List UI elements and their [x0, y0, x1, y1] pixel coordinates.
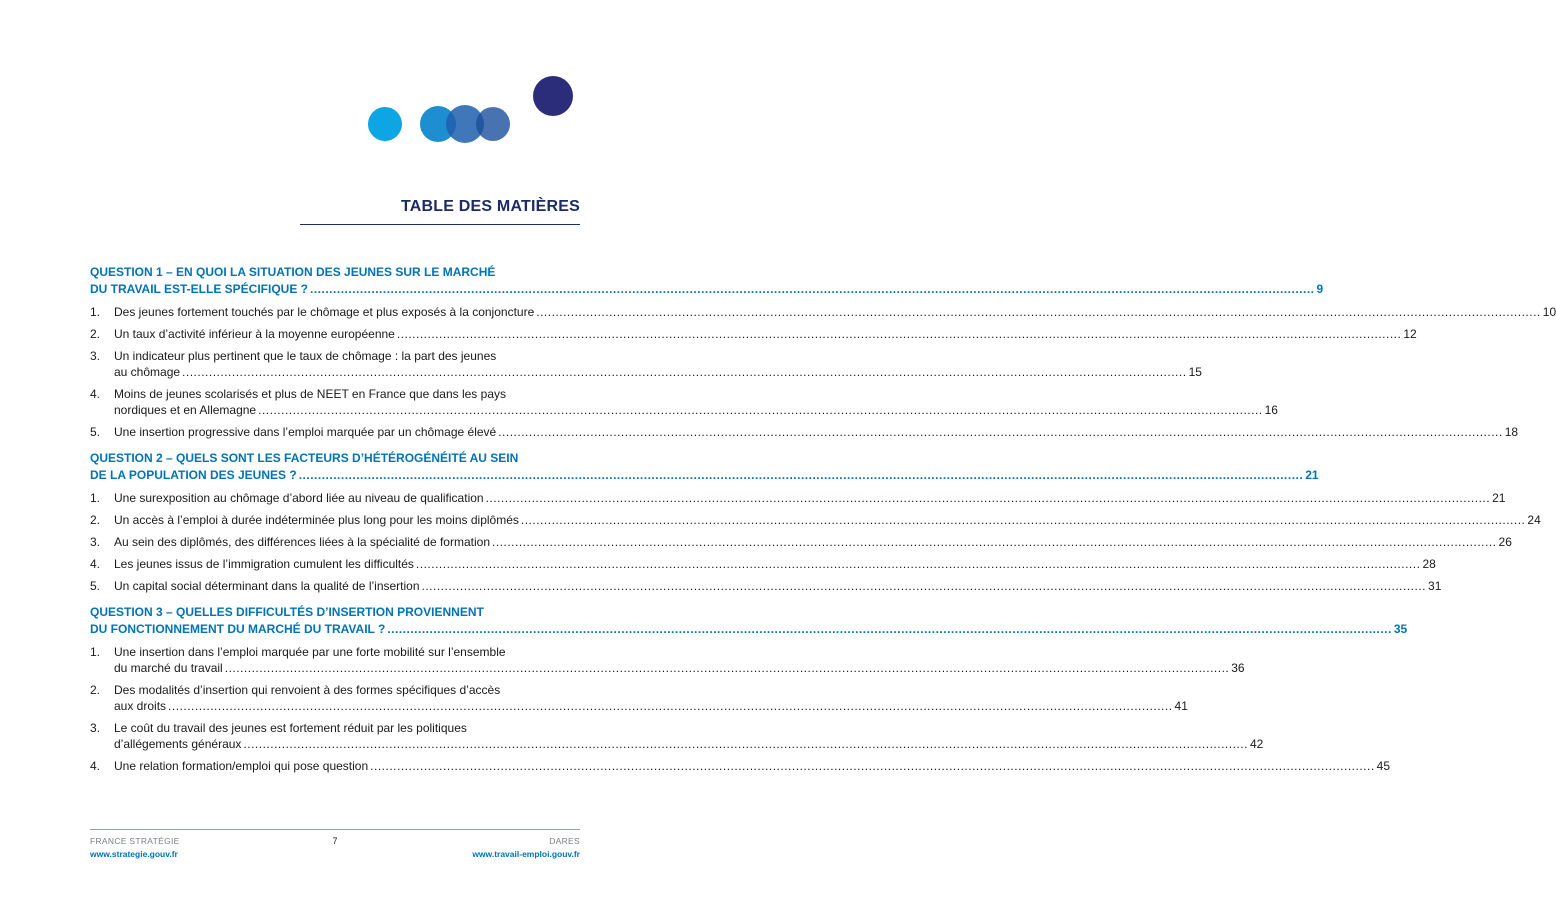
question-title-line: QUESTION 1 – EN QUOI LA SITUATION DES JEUNES SUR LE MARCHÉ: [90, 265, 496, 279]
question-title-line: QUESTION 2 – QUELS SONT LES FACTEURS D’HÉTÉROGÉNÉITÉ AU SEIN: [90, 451, 519, 465]
toc-entry[interactable]: [90, 578, 1442, 594]
entry-number: 1.: [90, 645, 101, 659]
logo-circle-4: [476, 107, 510, 141]
toc-entry[interactable]: [90, 644, 1245, 676]
dot-leader: [243, 736, 1248, 752]
dot-leader: [387, 621, 1392, 638]
footer-org-right: DARES: [549, 836, 580, 846]
entry-text-line: nordiques et en Allemagne: [114, 403, 257, 417]
page-ref: 15: [1188, 365, 1202, 379]
entry-number: 4.: [90, 759, 101, 773]
page-ref: 36: [1231, 661, 1245, 675]
entry-number: 3.: [90, 721, 101, 735]
entry-number: 3.: [90, 535, 101, 549]
page-number: 7: [332, 836, 338, 846]
logo-circle-5: [533, 76, 573, 116]
entry-text-line: Les jeunes issus de l’immigration cumulent les difficultés: [114, 557, 414, 571]
dot-leader: [498, 424, 1503, 440]
page-ref: 21: [1492, 491, 1506, 505]
page-ref: 21: [1305, 468, 1319, 482]
toc-question-heading[interactable]: [90, 450, 1319, 484]
page-ref: 18: [1504, 425, 1519, 439]
entry-text-line: d’allégements généraux: [114, 737, 242, 751]
entry-text-line: Une insertion dans l’emploi marquée par une forte mobilité sur l’ensemble: [114, 645, 506, 659]
page-ref: 9: [1316, 282, 1324, 296]
toc-question-heading[interactable]: [90, 604, 1408, 638]
title-divider: [300, 224, 580, 225]
table-of-contents: [90, 264, 1556, 774]
toc-entry[interactable]: [90, 424, 1519, 440]
entry-text-line: Une surexposition au chômage d’abord liée au niveau de qualification: [114, 491, 484, 505]
toc-entry[interactable]: [90, 386, 1278, 418]
page-ref: 41: [1174, 699, 1188, 713]
toc-entry[interactable]: [90, 556, 1436, 572]
dot-leader: [422, 578, 1427, 594]
entry-text-line: Un taux d’activité inférieur à la moyenne européenne: [114, 327, 395, 341]
entry-number: 1.: [90, 491, 101, 505]
entry-text-line: au chômage: [114, 365, 181, 379]
entry-number: 4.: [90, 387, 101, 401]
question-title-line: DE LA POPULATION DES JEUNES ?: [90, 468, 297, 482]
entry-text-line: Des modalités d’insertion qui renvoient à des formes spécifiques d’accès: [114, 683, 501, 697]
dot-leader: [370, 758, 1375, 774]
dot-leader: [486, 490, 1491, 506]
footer-link-strategie[interactable]: www.strategie.gouv.fr: [90, 849, 178, 859]
dot-leader: [299, 467, 1304, 484]
page-ref: 16: [1264, 403, 1278, 417]
page-ref: 28: [1422, 557, 1436, 571]
entry-number: 4.: [90, 557, 101, 571]
entry-text-line: Au sein des diplômés, des différences liées à la spécialité de formation: [114, 535, 490, 549]
toc-entry[interactable]: [90, 512, 1541, 528]
question-title-line: QUESTION 3 – QUELLES DIFFICULTÉS D’INSERTION PROVIENNENT: [90, 605, 484, 619]
entry-number: 5.: [90, 425, 101, 439]
toc-entry[interactable]: [90, 304, 1556, 320]
page-ref: 24: [1527, 513, 1541, 527]
entry-text-line: Le coût du travail des jeunes est fortement réduit par les politiques: [114, 721, 467, 735]
entry-text-line: Un accès à l’emploi à durée indéterminée plus long pour les moins diplômés: [114, 513, 519, 527]
entry-number: 5.: [90, 579, 101, 593]
dot-leader: [310, 281, 1315, 298]
entry-text-line: Un capital social déterminant dans la qualité de l’insertion: [114, 579, 420, 593]
page-ref: 42: [1249, 737, 1264, 751]
dot-leader: [225, 660, 1230, 676]
toc-entry[interactable]: [90, 326, 1417, 342]
page-ref: 31: [1428, 579, 1442, 593]
entry-number: 1.: [90, 305, 101, 319]
entry-text-line: aux droits: [114, 699, 167, 713]
page-title: TABLE DES MATIÈRES: [400, 198, 580, 215]
dot-leader: [397, 326, 1402, 342]
toc-entry[interactable]: [90, 758, 1391, 774]
dot-leader: [536, 304, 1541, 320]
footer-link-travail-emploi[interactable]: www.travail-emploi.gouv.fr: [472, 849, 580, 859]
toc-question-heading[interactable]: [90, 264, 1324, 298]
dot-leader: [168, 698, 1173, 714]
entry-text-line: Une insertion progressive dans l’emploi marquée par un chômage élevé: [114, 425, 497, 439]
toc-entry[interactable]: [90, 348, 1202, 380]
footer-org-left: FRANCE STRATÉGIE: [90, 836, 180, 846]
toc-entry[interactable]: [90, 490, 1506, 506]
entry-number: 2.: [90, 513, 101, 527]
page-ref: 35: [1393, 622, 1408, 636]
page-ref: 26: [1498, 535, 1512, 549]
logo-circle-1: [368, 107, 402, 141]
entry-number: 2.: [90, 327, 101, 341]
entry-number: 3.: [90, 349, 101, 363]
page-footer: [90, 836, 580, 859]
entry-number: 2.: [90, 683, 101, 697]
entry-text-line: Des jeunes fortement touchés par le chômage et plus exposés à la conjoncture: [114, 305, 535, 319]
dot-leader: [521, 512, 1526, 528]
page-ref: 45: [1376, 759, 1391, 773]
page-ref: 10: [1542, 305, 1556, 319]
question-title-line: DU TRAVAIL EST-ELLE SPÉCIFIQUE ?: [90, 282, 309, 296]
dot-leader: [492, 534, 1497, 550]
entry-text-line: Une relation formation/emploi qui pose question: [114, 759, 369, 773]
question-title-line: DU FONCTIONNEMENT DU MARCHÉ DU TRAVAIL ?: [90, 622, 386, 636]
toc-entry[interactable]: [90, 720, 1264, 752]
footer-divider: [90, 829, 580, 830]
dot-leader: [258, 402, 1263, 418]
dot-leader: [416, 556, 1421, 572]
dot-leader: [182, 364, 1187, 380]
page-ref: 12: [1403, 327, 1417, 341]
entry-text-line: du marché du travail: [114, 661, 223, 675]
logo-circles: [368, 74, 584, 154]
toc-entry[interactable]: [90, 682, 1188, 714]
toc-entry[interactable]: [90, 534, 1512, 550]
entry-text-line: Un indicateur plus pertinent que le taux de chômage : la part des jeunes: [114, 349, 497, 363]
entry-text-line: Moins de jeunes scolarisés et plus de NEET en France que dans les pays: [114, 387, 506, 401]
